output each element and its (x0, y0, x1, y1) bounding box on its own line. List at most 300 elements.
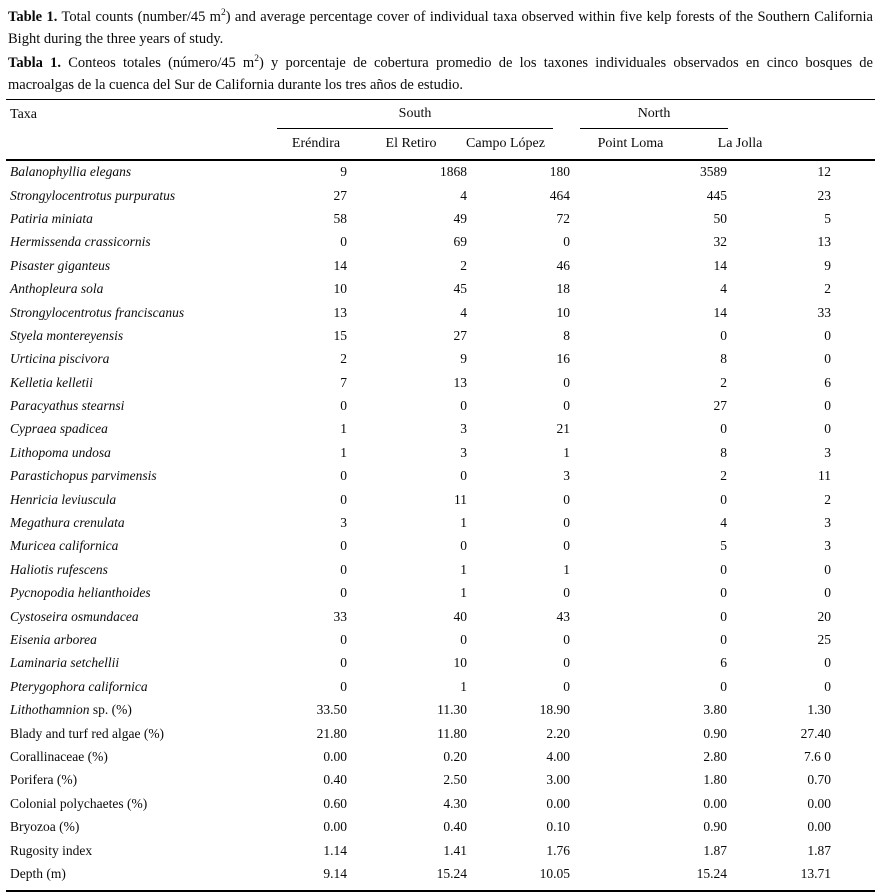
count-value-cell: 0.40 (323, 772, 347, 788)
count-value-cell: 0 (460, 468, 467, 484)
table-row (6, 348, 875, 371)
count-value-cell: 0.60 (323, 795, 347, 811)
taxa-counts-table (6, 99, 875, 892)
table-row (6, 535, 875, 558)
table-row (6, 488, 875, 511)
caption-text-en-pre: Total counts (number/45 m (57, 9, 221, 25)
taxon-name-cell (6, 839, 267, 862)
taxon-name: Muricea californica (10, 538, 119, 554)
count-value-cell: 18 (556, 281, 571, 297)
count-value-cell: 0 (563, 374, 571, 390)
row-spacer-cell (831, 488, 875, 511)
taxon-name: Laminaria setchellii (10, 655, 120, 671)
count-value-cell: 45 (453, 281, 467, 297)
row-spacer-cell (831, 511, 875, 534)
count-value-cell: 9 (340, 164, 347, 180)
bottom-spacer-cell (347, 886, 467, 891)
taxon-suffix: sp. (%) (89, 702, 132, 718)
count-value-cell: 0 (824, 655, 832, 671)
taxon-name: Haliotis rufescens (10, 561, 108, 577)
count-value-cell: 0 (460, 398, 467, 414)
taxon-name: Lithothamnion (10, 702, 90, 718)
table-caption-spanish (8, 53, 873, 96)
taxon-name: Paracyathus stearnsi (10, 398, 125, 414)
count-value-cell: 2 (720, 374, 728, 390)
count-value-cell: 1.14 (323, 842, 347, 858)
taxon-name: Styela montereyensis (10, 327, 124, 343)
count-value-cell: 69 (453, 234, 467, 250)
count-value-cell: 43 (556, 608, 571, 624)
count-value-cell: 1.80 (703, 772, 728, 788)
bottom-spacer-cell (267, 886, 347, 891)
site-header-la-jolla: La Jolla (688, 130, 792, 160)
count-value-cell: 4 (720, 515, 728, 531)
table-row (6, 301, 875, 324)
table-row (6, 558, 875, 581)
taxon-name: Cypraea spadicea (10, 421, 108, 437)
row-spacer-cell (831, 862, 875, 885)
taxon-name: Patiria miniata (10, 210, 93, 226)
taxon-name: Strongylocentrotus purpuratus (10, 187, 176, 203)
taxon-name: Pycnopodia helianthoides (10, 585, 151, 601)
caption-text-es-pre: Conteos totales (número/45 m (61, 55, 255, 71)
count-value-cell: 14 (333, 257, 347, 273)
taxon-name-cell (6, 722, 267, 745)
table-row (6, 254, 875, 277)
count-value-cell: 1 (340, 421, 347, 437)
row-spacer-cell (831, 348, 875, 371)
count-value-cell: 0 (824, 561, 832, 577)
count-value-cell: 0 (824, 678, 832, 694)
taxon-name: Pterygophora californica (10, 678, 148, 694)
count-value-cell: 0 (340, 561, 347, 577)
table-header (6, 100, 875, 160)
taxon-name: Henricia leviuscula (10, 491, 117, 507)
count-value-cell: 27.40 (800, 725, 832, 741)
table-row (6, 675, 875, 698)
count-value-cell: 3 (563, 468, 571, 484)
count-value-cell: 33 (333, 608, 347, 624)
row-spacer-cell (831, 160, 875, 184)
group-header-north (570, 100, 831, 130)
table-row (6, 231, 875, 254)
table-row (6, 745, 875, 768)
row-spacer-cell (831, 418, 875, 441)
count-value-cell: 0 (824, 351, 832, 367)
count-value-cell: 0.00 (546, 795, 571, 811)
bottom-spacer-cell (467, 886, 570, 891)
count-value-cell: 8 (563, 327, 571, 343)
bottom-spacer-cell (570, 886, 727, 891)
count-value-cell: 72 (556, 210, 571, 226)
count-value-cell: 0.00 (323, 748, 347, 764)
row-spacer-cell (831, 792, 875, 815)
count-value-cell: 1868 (440, 164, 467, 180)
count-value-cell: 4.30 (443, 795, 467, 811)
row-spacer-cell (831, 301, 875, 324)
bottom-spacer-cell (6, 886, 267, 891)
taxon-name-cell (6, 698, 267, 721)
count-value-cell: 0 (340, 234, 347, 250)
count-value-cell: 0 (340, 398, 347, 414)
count-value-cell: 7 (340, 374, 347, 390)
count-value-cell: 1.41 (443, 842, 467, 858)
count-value-cell: 4 (720, 281, 728, 297)
row-spacer-cell (831, 628, 875, 651)
count-value-cell: 25 (817, 632, 832, 647)
count-value-cell: 3 (824, 444, 832, 460)
count-value-cell: 0 (824, 585, 832, 601)
count-value-cell: 2 (720, 468, 728, 484)
table-row (6, 628, 875, 651)
count-value-cell: 1 (460, 678, 467, 694)
bottom-spacer-cell (727, 886, 831, 891)
count-value-cell: 3 (824, 538, 832, 554)
taxon-name-cell (6, 488, 267, 511)
count-value-cell: 0.00 (323, 819, 347, 835)
taxon-name-cell (6, 769, 267, 792)
count-value-cell: 0 (340, 655, 347, 671)
count-value-cell: 0.00 (807, 819, 832, 835)
count-value-cell: 0.70 (807, 772, 832, 788)
taxon-name: Balanophyllia elegans (10, 164, 132, 180)
bottom-spacer-cell (831, 886, 875, 891)
count-value-cell: 5 (824, 210, 832, 226)
count-value-cell: 0 (720, 585, 728, 601)
taxon-name-cell (6, 652, 267, 675)
row-spacer-cell (831, 277, 875, 300)
count-value-cell: 0 (563, 234, 571, 250)
count-value-cell: 0 (563, 655, 571, 671)
row-spacer-cell (831, 675, 875, 698)
row-spacer-cell (831, 394, 875, 417)
site-header-erendira: Eréndira (276, 130, 356, 160)
taxon-name-cell (6, 254, 267, 277)
row-spacer-cell (831, 582, 875, 605)
count-value-cell: 0 (340, 585, 347, 601)
count-value-cell: 0.40 (443, 819, 467, 835)
table-row (6, 371, 875, 394)
count-value-cell: 0.20 (443, 748, 467, 764)
table-row (6, 511, 875, 534)
count-value-cell: 0 (340, 632, 347, 647)
taxon-name: Corallinaceae (%) (10, 748, 108, 764)
caption-label-es: Tabla 1. (8, 55, 62, 71)
count-value-cell: 3589 (700, 164, 728, 180)
taxon-name-cell (6, 441, 267, 464)
taxon-name-cell (6, 815, 267, 838)
table-row (6, 418, 875, 441)
count-value-cell: 9 (460, 351, 467, 367)
table-row (6, 582, 875, 605)
count-value-cell: 1.87 (807, 842, 832, 858)
count-value-cell: 445 (706, 187, 728, 203)
row-spacer-cell (831, 441, 875, 464)
taxon-name-cell (6, 394, 267, 417)
row-spacer-cell (831, 254, 875, 277)
row-spacer-cell (831, 535, 875, 558)
table-row (6, 815, 875, 838)
count-value-cell: 1 (460, 585, 467, 601)
count-value-cell: 0 (340, 468, 347, 484)
group-header-row (6, 100, 875, 130)
count-value-cell: 2.50 (443, 772, 467, 788)
row-spacer-cell (831, 698, 875, 721)
count-value-cell: 10 (453, 655, 467, 671)
table-row (6, 652, 875, 675)
count-value-cell: 0 (563, 632, 571, 647)
table-row (6, 769, 875, 792)
count-value-cell: 0 (720, 327, 728, 343)
count-value-cell: 180 (549, 164, 571, 180)
row-spacer-cell (831, 605, 875, 628)
count-value-cell: 3.80 (703, 702, 728, 718)
taxon-name: Eisenia arborea (10, 632, 97, 647)
table-row (6, 465, 875, 488)
table-row (6, 207, 875, 230)
count-value-cell: 0 (460, 538, 467, 554)
count-value-cell: 0 (824, 398, 832, 414)
taxon-name: Cystoseira osmundacea (10, 608, 139, 624)
table-row (6, 862, 875, 885)
count-value-cell: 4.00 (546, 748, 571, 764)
count-value-cell: 14 (713, 257, 728, 273)
taxon-name-cell (6, 184, 267, 207)
count-value-cell: 3 (460, 421, 467, 437)
row-spacer-cell (831, 558, 875, 581)
count-value-cell: 1 (340, 444, 347, 460)
count-value-cell: 2.80 (703, 748, 728, 764)
count-value-cell: 1.76 (546, 842, 571, 858)
count-value-cell: 15.24 (696, 865, 728, 881)
group-header-south (267, 100, 570, 130)
table-row (6, 277, 875, 300)
taxon-name: Blady and turf red algae (%) (10, 725, 165, 741)
taxon-name: Depth (m) (10, 865, 66, 881)
caption-superscript-en: 2 (220, 8, 226, 19)
row-spacer-cell (831, 652, 875, 675)
count-value-cell: 14 (713, 304, 728, 320)
count-value-cell: 0.90 (703, 725, 728, 741)
count-value-cell: 33.50 (316, 702, 347, 718)
row-spacer-cell (831, 769, 875, 792)
taxon-name: Rugosity index (10, 842, 93, 858)
count-value-cell: 0 (563, 398, 571, 414)
count-value-cell: 3 (824, 515, 832, 531)
table-body (6, 160, 875, 891)
count-value-cell: 6 (824, 374, 832, 390)
table-row (6, 394, 875, 417)
count-value-cell: 0 (720, 632, 728, 647)
count-value-cell: 1 (460, 561, 467, 577)
header-spacer (831, 100, 875, 160)
count-value-cell: 10 (556, 304, 571, 320)
count-value-cell: 0 (720, 421, 728, 437)
taxon-name-cell (6, 371, 267, 394)
table-row (6, 839, 875, 862)
count-value-cell: 8 (720, 444, 728, 460)
table-row (6, 160, 875, 184)
group-label-south: South (277, 106, 553, 129)
row-spacer-cell (831, 231, 875, 254)
count-value-cell: 3 (460, 444, 467, 460)
caption-superscript-es: 2 (254, 54, 259, 65)
row-spacer-cell (831, 184, 875, 207)
count-value-cell: 11 (454, 491, 467, 507)
taxon-name-cell (6, 160, 267, 184)
table-row (6, 722, 875, 745)
count-value-cell: 32 (713, 234, 728, 250)
row-spacer-cell (831, 324, 875, 347)
taxon-name-cell (6, 348, 267, 371)
taxon-name: Pisaster giganteus (10, 257, 111, 273)
count-value-cell: 49 (453, 210, 467, 226)
count-value-cell: 2.20 (546, 725, 571, 741)
taxon-name-cell (6, 792, 267, 815)
count-value-cell: 0 (563, 585, 571, 601)
taxa-column-header: Taxa (6, 100, 267, 160)
row-spacer-cell (831, 839, 875, 862)
site-header-point-loma: Point Loma (552, 130, 709, 160)
count-value-cell: 27 (333, 187, 347, 203)
table-row (6, 184, 875, 207)
count-value-cell: 1 (563, 561, 571, 577)
table-row (6, 324, 875, 347)
count-value-cell: 18.90 (539, 702, 571, 718)
count-value-cell: 11.80 (437, 725, 467, 741)
count-value-cell: 0.00 (703, 795, 728, 811)
count-value-cell: 0 (340, 491, 347, 507)
count-value-cell: 2 (824, 491, 832, 507)
count-value-cell: 13.71 (800, 865, 832, 881)
count-value-cell: 0 (563, 678, 571, 694)
count-value-cell: 5 (720, 538, 728, 554)
count-value-cell: 27 (713, 398, 728, 414)
count-value-cell: 15 (333, 327, 347, 343)
count-value-cell: 2 (460, 257, 467, 273)
caption-text-es-post: ) y porcentaje de cobertura promedio de los taxones individuales observados en cinco bosques de macroalgas de la cuenca del Sur de California durante los tres años de estudio. (8, 55, 873, 93)
count-value-cell: 0 (340, 678, 347, 694)
count-value-cell: 16 (556, 351, 571, 367)
row-spacer-cell (831, 207, 875, 230)
count-value-cell: 21 (556, 421, 571, 437)
count-value-cell: 0 (460, 632, 467, 647)
count-value-cell: 9 (824, 257, 832, 273)
count-value-cell: 12 (817, 164, 832, 180)
taxon-name-cell (6, 582, 267, 605)
count-value-cell: 0 (563, 538, 571, 554)
count-value-cell: 0.10 (546, 819, 571, 835)
count-value-cell: 13 (333, 304, 347, 320)
count-value-cell: 0 (340, 538, 347, 554)
count-value-cell: 0.00 (807, 795, 832, 811)
count-value-cell: 21.80 (316, 725, 347, 741)
table-row (6, 698, 875, 721)
count-value-cell: 20 (817, 608, 832, 624)
count-value-cell: 4 (460, 187, 467, 203)
count-value-cell: 1.30 (807, 702, 832, 718)
count-value-cell: 0 (824, 421, 832, 437)
count-value-cell: 0 (824, 327, 832, 343)
count-value-cell: 0 (720, 491, 728, 507)
caption-label-en: Table 1. (8, 9, 58, 25)
count-value-cell: 15.24 (436, 865, 467, 881)
count-value-cell: 0.90 (703, 819, 728, 835)
count-value-cell: 0 (563, 515, 571, 531)
table-caption-english (8, 0, 873, 50)
taxon-name-cell (6, 558, 267, 581)
count-value-cell: 1 (460, 515, 467, 531)
count-value-cell: 40 (453, 608, 467, 624)
count-value-cell: 7.6 0 (804, 748, 832, 764)
count-value-cell: 0 (720, 561, 728, 577)
taxon-name-cell (6, 605, 267, 628)
count-value-cell: 0 (720, 608, 728, 624)
count-value-cell: 11.30 (437, 702, 467, 718)
bottom-spacer-row (6, 886, 875, 891)
count-value-cell: 464 (549, 187, 571, 203)
row-spacer-cell (831, 745, 875, 768)
table-row (6, 441, 875, 464)
table-row (6, 792, 875, 815)
taxon-name-cell (6, 277, 267, 300)
count-value-cell: 1.87 (703, 842, 728, 858)
count-value-cell: 33 (817, 304, 832, 320)
site-header-el-retiro: El Retiro (351, 130, 471, 160)
count-value-cell: 4 (460, 304, 467, 320)
count-value-cell: 23 (817, 187, 832, 203)
count-value-cell: 3 (340, 515, 347, 531)
taxon-name: Porifera (%) (10, 772, 78, 788)
count-value-cell: 58 (333, 210, 347, 226)
taxon-name-cell (6, 231, 267, 254)
taxon-name: Bryozoa (%) (10, 819, 80, 835)
count-value-cell: 46 (556, 257, 571, 273)
count-value-cell: 11 (818, 468, 832, 484)
count-value-cell: 0 (720, 678, 728, 694)
taxon-name-cell (6, 465, 267, 488)
count-value-cell: 10.05 (539, 865, 571, 881)
count-value-cell: 13 (453, 374, 467, 390)
count-value-cell: 50 (713, 210, 728, 226)
count-value-cell: 27 (453, 327, 467, 343)
taxon-name: Strongylocentrotus franciscanus (10, 304, 185, 320)
count-value-cell: 1 (563, 444, 571, 460)
count-value-cell: 3.00 (546, 772, 571, 788)
row-spacer-cell (831, 371, 875, 394)
taxon-name: Megathura crenulata (10, 515, 125, 531)
row-spacer-cell (831, 465, 875, 488)
count-value-cell: 6 (720, 655, 728, 671)
taxon-name-cell (6, 628, 267, 651)
taxon-name: Lithopoma undosa (10, 444, 111, 460)
taxon-name-cell (6, 862, 267, 885)
site-header-campo-lopez: Campo López (454, 130, 557, 160)
count-value-cell: 0 (563, 491, 571, 507)
taxon-name-cell (6, 301, 267, 324)
group-label-north: North (580, 106, 728, 129)
row-spacer-cell (831, 815, 875, 838)
count-value-cell: 2 (824, 281, 832, 297)
row-spacer-cell (831, 722, 875, 745)
taxon-name: Anthopleura sola (10, 281, 104, 297)
taxon-name: Kelletia kelletii (10, 374, 93, 390)
taxon-name: Parastichopus parvimensis (10, 468, 157, 484)
taxon-name-cell (6, 511, 267, 534)
taxon-name-cell (6, 675, 267, 698)
taxon-name: Urticina piscivora (10, 351, 110, 367)
table-row (6, 605, 875, 628)
